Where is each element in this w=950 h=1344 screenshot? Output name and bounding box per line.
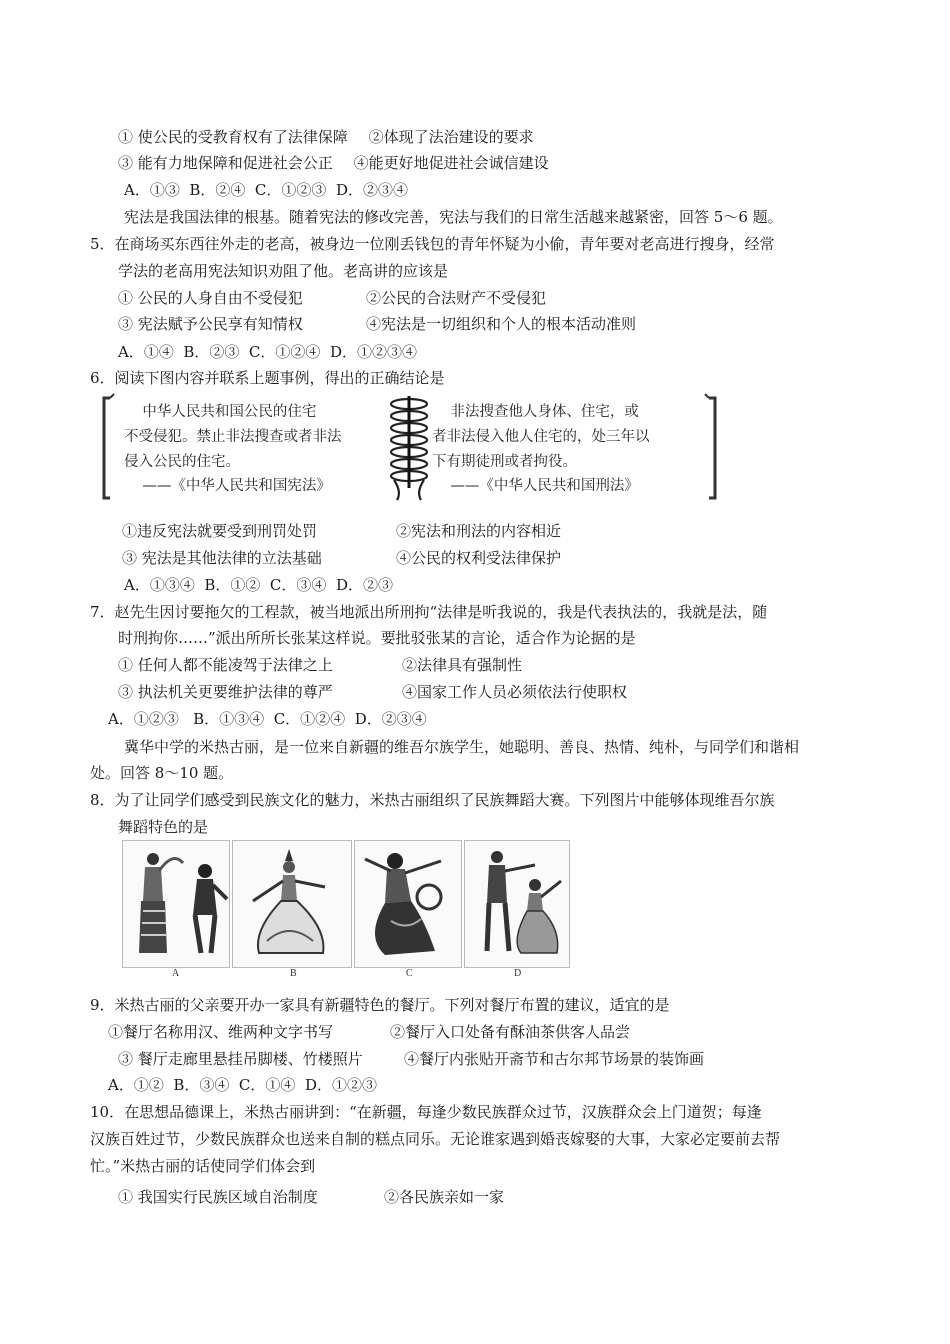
intro-5-6-bold: 宪法是我国法律的根基。随着宪法的修改完善，宪法与我们的日常生活越来越紧密 <box>124 208 665 226</box>
q8-stem-line-1: 8．为了让同学们感受到民族文化的魅力，米热古丽组织了民族舞蹈大赛。下列图片中能够体现维吾尔族 <box>90 791 775 809</box>
q9-option-line-2 <box>118 1048 838 1070</box>
law-comparison-figure <box>102 392 717 502</box>
q7-option-line-2 <box>118 681 818 703</box>
q4-option-line-2 <box>118 152 549 174</box>
q7-stem-line-2: 时刑拘你……”派出所所长张某这样说。要批驳张某的言论，适合作为论据的是 <box>118 629 636 647</box>
constitution-line-3: 侵入公民的住宅。 <box>124 454 240 470</box>
intro-5-6 <box>124 206 783 228</box>
intro-8-10-bold-end: 处 <box>90 764 106 782</box>
q5-option-line-2 <box>118 313 818 335</box>
q9-choices: A．①② B．③④ C．①④ D．①②③ <box>108 1076 377 1094</box>
dance-label-c: C <box>406 968 413 979</box>
q7-option-4: ④国家工作人员必须依法行使职权 <box>402 683 628 701</box>
criminal-law-line-2: 者非法侵入他人住宅的，处三年以 <box>432 429 650 445</box>
q8-stem-line-2: 舞蹈特色的是 <box>118 818 209 836</box>
intro-8-10-line-2 <box>90 762 233 784</box>
dance-figure-d <box>465 841 569 967</box>
q6-option-2: ②宪法和刑法的内容相近 <box>396 522 562 540</box>
intro-5-6-tail: ，回答 5～6 题。 <box>664 208 783 226</box>
dance-figure-a <box>123 841 229 967</box>
constitution-source: ——《中华人民共和国宪法》 <box>124 478 331 494</box>
q6-option-line-1 <box>122 520 822 542</box>
q6-option-line-2 <box>122 547 822 569</box>
q9-stem: 9．米热古丽的父亲要开办一家具有新疆特色的餐厅。下列对餐厅布置的建议，适宜的是 <box>90 996 670 1014</box>
q5-choices: A．①④ B．②③ C．①②④ D．①②③④ <box>118 343 417 361</box>
q6-stem: 6．阅读下图内容并联系上题事例，得出的正确结论是 <box>90 369 445 387</box>
q10-option-1: ① 我国实行民族区域自治制度 <box>118 1188 318 1206</box>
q4-option-2: ②体现了法治建设的要求 <box>368 128 534 146</box>
q10-stem-line-1: 10．在思想品德课上，米热古丽讲到：“在新疆，每逢少数民族群众过节，汉族群众会上门道贺；每逢 <box>90 1103 762 1121</box>
q6-option-1: ①违反宪法就要受到刑罚处罚 <box>122 522 318 540</box>
dance-panel-b <box>232 840 352 968</box>
criminal-law-source: ——《中华人民共和国刑法》 <box>432 478 639 494</box>
constitution-line-1: 中华人民共和国公民的住宅 <box>124 404 317 420</box>
dance-panel-c <box>354 840 462 968</box>
q7-option-2: ②法律具有强制性 <box>402 656 523 674</box>
q5-stem-line-2: 学法的老高用宪法知识劝阻了他。老高讲的应该是 <box>118 262 449 280</box>
q9-option-4: ④餐厅内张贴开斋节和古尔邦节场景的装饰画 <box>404 1050 705 1068</box>
q5-stem-line-1: 5．在商场买东西往外走的老高，被身边一位刚丢钱包的青年怀疑为小偷，青年要对老高进行搜身，经常 <box>90 235 775 253</box>
dance-label-a: A <box>172 968 180 979</box>
q4-option-line-1 <box>118 126 534 148</box>
q9-option-line-1 <box>108 1021 828 1043</box>
dance-figure-b <box>233 841 351 967</box>
q10-option-line-1 <box>118 1186 818 1208</box>
criminal-law-line-1: 非法搜查他人身体、住宅，或 <box>432 404 639 420</box>
dance-label-d: D <box>514 968 522 979</box>
q4-option-1: ① 使公民的受教育权有了法律保障 <box>118 128 348 146</box>
q10-option-2: ②各民族亲如一家 <box>384 1188 505 1206</box>
q6-option-4: ④公民的权利受法律保护 <box>396 549 562 567</box>
dance-images-figure <box>122 840 572 985</box>
q5-option-3: ③ 宪法赋予公民享有知情权 <box>118 315 303 333</box>
q5-option-line-1 <box>118 287 818 309</box>
criminal-law-line-3: 下有期徒刑或者拘役。 <box>432 454 577 470</box>
q6-option-3: ③ 宪法是其他法律的立法基础 <box>122 549 322 567</box>
intro-8-10-tail: 。回答 8～10 题。 <box>105 764 234 782</box>
dance-panel-d <box>464 840 570 968</box>
q9-option-2: ②餐厅入口处备有酥油茶供客人品尝 <box>390 1023 631 1041</box>
q5-option-4: ④宪法是一切组织和个人的根本活动准则 <box>366 315 637 333</box>
q10-stem-line-2: 汉族百姓过节，少数民族群众也送来自制的糕点同乐。无论谁家遇到婚丧嫁娶的大事，大家必定要前去帮 <box>90 1130 781 1148</box>
q7-option-3: ③ 执法机关更要维护法律的尊严 <box>118 683 333 701</box>
constitution-line-2: 不受侵犯。禁止非法搜查或者非法 <box>124 429 342 445</box>
intro-8-10-line-1: 冀华中学的米热古丽，是一位来自新疆的维吾尔族学生，她聪明、善良、热情、纯朴，与同学们和谐相 <box>124 738 800 756</box>
dance-figure-c <box>355 841 461 967</box>
dance-label-b: B <box>290 968 297 979</box>
q4-option-4: ④能更好地促进社会诚信建设 <box>353 154 549 172</box>
q4-choices: A．①③ B．②④ C．①②③ D．②③④ <box>124 181 408 199</box>
q6-choices: A．①③④ B．①② C．③④ D．②③ <box>124 576 393 594</box>
q10-stem-line-3: 忙。”米热古丽的话使同学们体会到 <box>90 1157 316 1175</box>
q7-stem-line-1: 7．赵先生因讨要拖欠的工程款，被当地派出所刑拘“法律是听我说的，我是代表执法的，我就是法，随 <box>90 603 768 621</box>
q9-option-1: ①餐厅名称用汉、维两种文字书写 <box>108 1023 334 1041</box>
q5-option-1: ① 公民的人身自由不受侵犯 <box>118 289 303 307</box>
q4-option-3: ③ 能有力地保障和促进社会公正 <box>118 154 333 172</box>
q9-option-3: ③ 餐厅走廊里悬挂吊脚楼、竹楼照片 <box>118 1050 363 1068</box>
dance-panel-a <box>122 840 230 968</box>
q7-option-line-1 <box>118 654 818 676</box>
q7-option-1: ① 任何人都不能凌驾于法律之上 <box>118 656 333 674</box>
q5-option-2: ②公民的合法财产不受侵犯 <box>366 289 547 307</box>
q7-choices: A．①②③ B．①③④ C．①②④ D．②③④ <box>108 710 427 728</box>
